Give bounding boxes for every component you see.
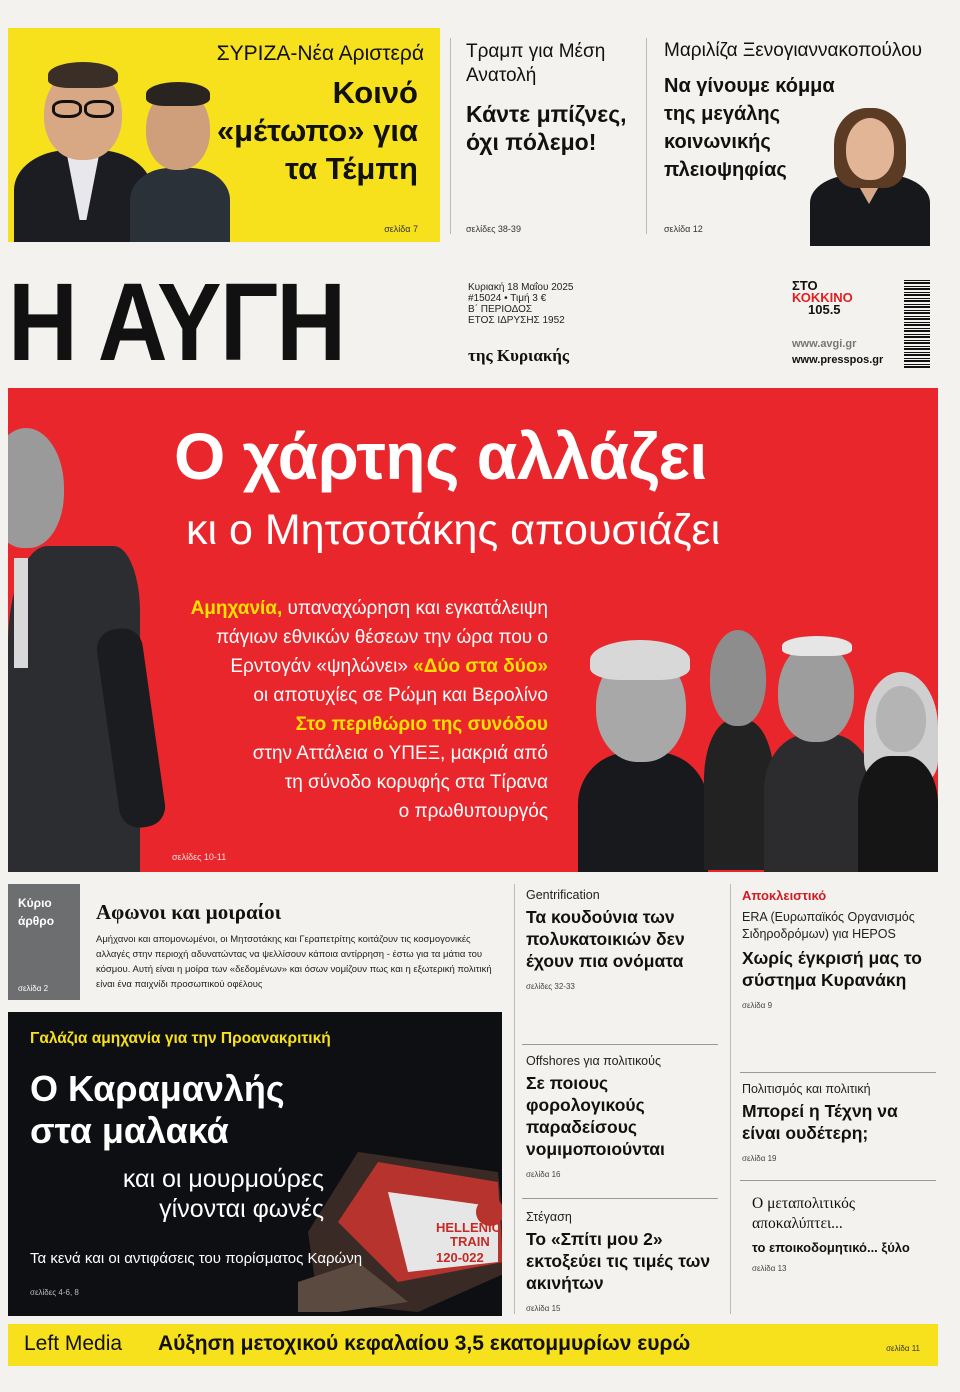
page-ref: σελίδες 32-33	[526, 982, 575, 991]
photo-mitsotakis	[8, 428, 158, 872]
story-subkicker: ERA (Ευρωπαϊκός Οργανισμός Σιδηροδρόμων) για ΗΕΡΟS	[742, 910, 915, 941]
story-art-politics[interactable]	[742, 1082, 934, 1163]
divider	[522, 1198, 718, 1199]
teaser-headline: Να γίνουμε κόμμα της μεγάλης κοινωνικής πλειοψηφίας	[664, 75, 835, 181]
story-offshores[interactable]	[526, 1054, 726, 1179]
issue-period: Β΄ ΠΕΡΙΟΔΟΣ	[468, 304, 533, 315]
page-ref: σελίδες 4-6, 8	[30, 1288, 79, 1297]
editorial-label-line: άρθρο	[18, 914, 55, 928]
page-ref: σελίδα 11	[886, 1344, 920, 1353]
hero-line: πάγιων εθνικών θέσεων την ώρα που ο	[215, 627, 548, 648]
page-ref: σελίδα 13	[752, 1264, 787, 1273]
train-wreck-image	[298, 1112, 502, 1312]
story-housing[interactable]	[526, 1210, 726, 1313]
hero-subheadline: κι ο Μητσοτάκης απουσιάζει	[186, 506, 721, 554]
train-label: TRAIN	[450, 1234, 490, 1249]
teaser-trump[interactable]	[452, 28, 642, 242]
editorial-text: Αμήχανοι και απομονωμένοι, οι Μητσοτάκης και Γεραπετρίτης κοιτάζουν τις κοσμογονικές αλλαγές στην περιοχή αδυνατώντας να ψελλίσουν κάποια αντίρρηση - έστω για τα μάτια του κόσμου. Αυτή είναι η μοίρα των «δεδομένων» και όσων νομίζουν πως και η εξωτερική πολιτική είναι ένα παιχνίδι προσωπικού οφέλους	[96, 934, 492, 990]
barcode-icon	[904, 278, 930, 368]
story-headline: Χωρίς έγκρισή μας το σύστημα Κυρανάκη	[742, 948, 922, 990]
page-ref: σελίδα 7	[384, 224, 418, 234]
train-number: 120-022	[436, 1250, 484, 1265]
story-kicker: Αποκλειστικό	[742, 888, 827, 903]
story-kicker: Offshores για πολιτικούς	[526, 1054, 661, 1068]
story-headline-line: Ο Καραμανλής	[30, 1068, 285, 1109]
page-ref: σελίδα 19	[742, 1154, 777, 1163]
masthead-title[interactable]: Η ΑΥΓΗ	[8, 261, 345, 384]
story-subheadline-line: γίνονται φωνές	[159, 1195, 324, 1223]
page-ref: σελίδα 2	[18, 984, 49, 993]
page-ref: σελίδα 12	[664, 224, 703, 234]
hero-line: τη σύνοδο κορυφής στα Τίρανα	[284, 772, 548, 793]
photo-world-leaders	[538, 624, 938, 872]
hero-line	[168, 594, 548, 623]
radio-line1: ΣΤΟ	[792, 278, 818, 293]
story-headline: Μπορεί η Τέχνη να είναι ουδέτερη;	[742, 1101, 898, 1143]
footer-banner[interactable]	[8, 1324, 938, 1366]
teaser-headline: Κοινό «μέτωπο» για τα Τέμπη	[216, 75, 418, 186]
teaser-xenogiannakopoulou[interactable]	[650, 28, 938, 242]
hero-line	[168, 652, 548, 681]
hero-text: Ερντογάν «ψηλώνει»	[230, 656, 414, 677]
hero-highlight: Στο περιθώριο της συνόδου	[295, 714, 548, 735]
teaser-syriza[interactable]	[8, 28, 440, 242]
hero-story[interactable]	[8, 388, 938, 872]
divider	[740, 1072, 936, 1073]
column-title: Ο μεταπολιτικός αποκαλύπτει...	[752, 1195, 856, 1232]
page-ref: σελίδα 16	[526, 1170, 561, 1179]
footer-brand: Left Media	[24, 1332, 123, 1355]
radio-freq: 105.5	[808, 302, 841, 317]
footer-headline: Αύξηση μετοχικού κεφαλαίου 3,5 εκατομμυρίων ευρώ	[158, 1332, 691, 1355]
story-headline-line: στα μαλακά	[30, 1110, 229, 1151]
editorial-label	[8, 884, 80, 1000]
divider	[730, 884, 731, 1314]
url-presspos[interactable]: www.presspos.gr	[792, 354, 884, 366]
story-headline: Το «Σπίτι μου 2» εκτοξεύει τις τιμές των ακινήτων	[526, 1229, 711, 1293]
hero-line: οι αποτυχίες σε Ρώμη και Βερολίνο	[253, 685, 548, 706]
story-headline: Τα κουδούνια των πολυκατοικιών δεν έχουν πια ονόματα	[526, 907, 685, 971]
editorial[interactable]	[8, 884, 502, 1000]
masthead-meta	[468, 282, 573, 326]
teaser-kicker: Τραμπ για Μέση Ανατολή	[466, 41, 606, 86]
issue-founded: ΕΤΟΣ ΙΔΡΥΣΗΣ 1952	[468, 315, 565, 326]
radio-line2: ΚΟΚΚΙΝΟ	[792, 290, 853, 305]
page-ref: σελίδες 38-39	[466, 224, 521, 234]
karamanlis-story[interactable]	[8, 1012, 502, 1316]
hero-highlight: Αμηχανία,	[190, 598, 283, 619]
story-kicker: Πολιτισμός και πολιτική	[742, 1082, 871, 1096]
divider	[740, 1180, 936, 1181]
editorial-title: Αφωνοι και μοιραίοι	[96, 900, 282, 924]
story-kicker: Στέγαση	[526, 1210, 572, 1224]
story-description: Τα κενά και οι αντιφάσεις του πορίσματος Καρώνη	[30, 1250, 363, 1267]
story-headline	[30, 1068, 285, 1152]
divider	[514, 884, 515, 1314]
divider	[450, 38, 451, 234]
story-kicker: Γαλάζια αμηχανία για την Προανακριτική	[30, 1030, 331, 1047]
masthead-subtitle: της Κυριακής	[468, 346, 570, 365]
story-subheadline-line: και οι μουρμούρες	[122, 1165, 324, 1193]
story-era-exclusive[interactable]	[742, 888, 934, 1010]
story-headline: το εποικοδομητικό... ξύλο	[752, 1240, 910, 1255]
page-ref: σελίδες 10-11	[172, 852, 227, 862]
page-ref: σελίδα 9	[742, 1001, 773, 1010]
teaser-kicker: Μαριλίζα Ξενογιαννακοπούλου	[664, 40, 923, 61]
url-avgi[interactable]: www.avgi.gr	[792, 338, 857, 350]
issue-date: Κυριακή 18 Μαΐου 2025	[468, 282, 574, 293]
site-urls	[792, 336, 883, 368]
editorial-label-line: Κύριο	[18, 896, 52, 910]
story-subheadline	[68, 1164, 324, 1224]
divider	[646, 38, 647, 234]
hero-highlight: «Δύο στα δύο»	[413, 656, 548, 677]
issue-number: #15024 • Τιμή 3 €	[468, 293, 547, 304]
hero-headline: Ο χάρτης αλλάζει	[174, 419, 708, 493]
story-gentrification[interactable]	[526, 888, 726, 991]
teaser-kicker: ΣΥΡΙΖΑ-Νέα Αριστερά	[216, 42, 424, 65]
hero-line: στην Αττάλεια ο ΥΠΕΞ, μακριά από	[252, 743, 548, 764]
radio-logo[interactable]	[792, 280, 853, 316]
story-metapolitikos[interactable]	[752, 1194, 932, 1273]
train-label: HELLENIC	[436, 1220, 501, 1235]
teaser-headline: Κάντε μπίζνες, όχι πόλεμο!	[466, 101, 627, 155]
hero-text: υπαναχώρηση και εγκατάλειψη	[282, 598, 548, 619]
hero-line: ο πρωθυπουργός	[398, 801, 548, 822]
editorial-label-text	[18, 894, 54, 930]
divider	[522, 1044, 718, 1045]
hero-summary	[168, 594, 548, 826]
page-ref: σελίδα 15	[526, 1304, 561, 1313]
story-kicker: Gentrification	[526, 888, 600, 902]
story-headline: Σε ποιους φορολογικούς παραδείσους νομιμοποιούνται	[526, 1073, 665, 1159]
photo-woman-politician	[804, 98, 934, 242]
